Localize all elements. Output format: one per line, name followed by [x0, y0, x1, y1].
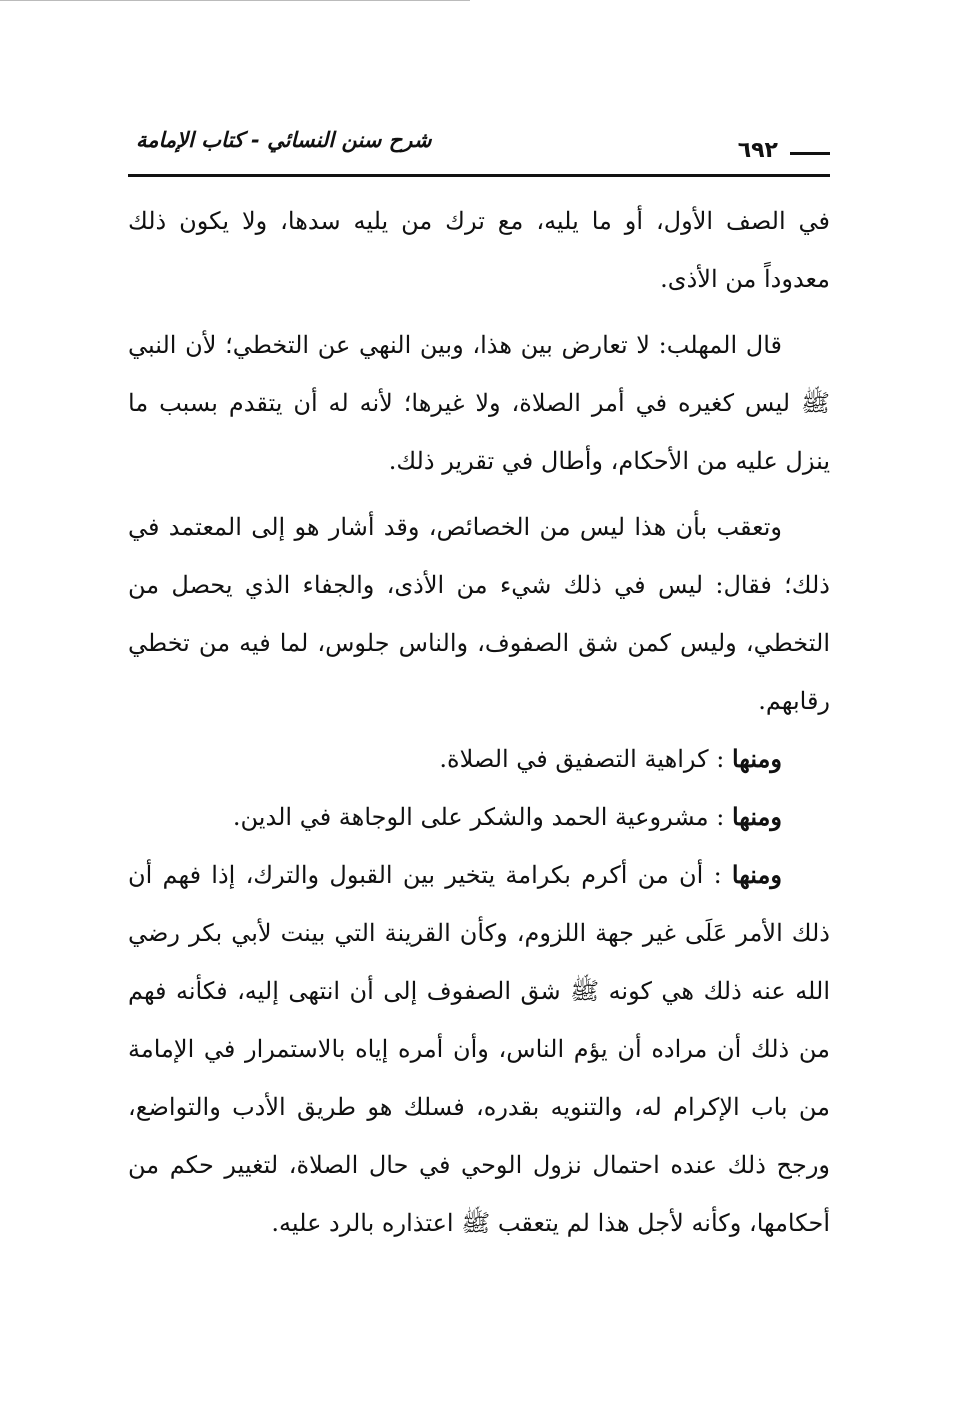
paragraph-lead: ومنها — [731, 744, 782, 773]
header-rule — [128, 174, 830, 177]
paragraph-text: : أن من أكرم بكرامة يتخير بين القبول والترك، إذا فهم أن ذلك الأمر عَلَى غير جهة اللزوم، وكأن القرينة التي بينت لأبي بكر رضي الله عنه ذلك هي كونه ﷺ شق الصفوف إلى أن انتهى إليه، فكأنه فهم من ذلك أن مراده أن يؤم الناس، وأن أمره إياه بالاستمرار في الإمامة من باب الإكرام له، والتنويه بقدره، فسلك هو طريق الأدب والتواضع، ورجح ذلك عنده احتمال نزول الوحي في حال الصلاة، لتغيير حكم من أحكامها، وكأنه لأجل هذا لم يتعقب ﷺ اعتذاره بالرد عليه. — [128, 861, 831, 1237]
paragraph-text: قال المهلب: لا تعارض بين هذا، وبين النهي عن التخطي؛ لأن النبي ﷺ ليس كغيره في أمر الصلاة، ولا غيرها؛ لأنه له أن يتقدم بسبب ما ينزل عليه من الأحكام، وأطال في تقرير ذلك. — [128, 331, 830, 475]
paragraph-lead: ومنها — [731, 802, 782, 831]
page-number: ٦٩٢ — [737, 138, 778, 163]
top-edge-rule — [0, 0, 470, 1]
paragraph-2 — [128, 316, 830, 490]
page-number-dash — [790, 152, 830, 155]
paragraph-text: في الصف الأول، أو ما يليه، مع ترك من يليه سدها، ولا يكون ذلك معدوداً من الأذى. — [128, 207, 830, 293]
paragraph-text: وتعقب بأن هذا ليس من الخصائص، وقد أشار هو إلى المعتمد في ذلك؛ فقال: ليس في ذلك شيء من الأذى، والجفاء الذي يحصل من التخطي، وليس كمن شق الصفوف، والناس جلوس، لما فيه من تخطي رقابهم. — [128, 513, 830, 715]
running-title: شرح سنن النسائي - كتاب الإمامة — [136, 128, 432, 152]
paragraph-4 — [128, 730, 830, 788]
paragraph-1 — [128, 192, 830, 308]
paragraph-3 — [128, 498, 830, 730]
page-header — [128, 118, 830, 178]
paragraph-lead: ومنها — [731, 860, 782, 889]
paragraph-text: : مشروعية الحمد والشكر على الوجاهة في الدين. — [232, 803, 725, 831]
paragraph-6 — [128, 846, 830, 1252]
paragraph-5 — [128, 788, 830, 846]
paragraph-text: : كراهية التصفيق في الصلاة. — [439, 745, 725, 773]
body-text — [128, 192, 830, 1252]
